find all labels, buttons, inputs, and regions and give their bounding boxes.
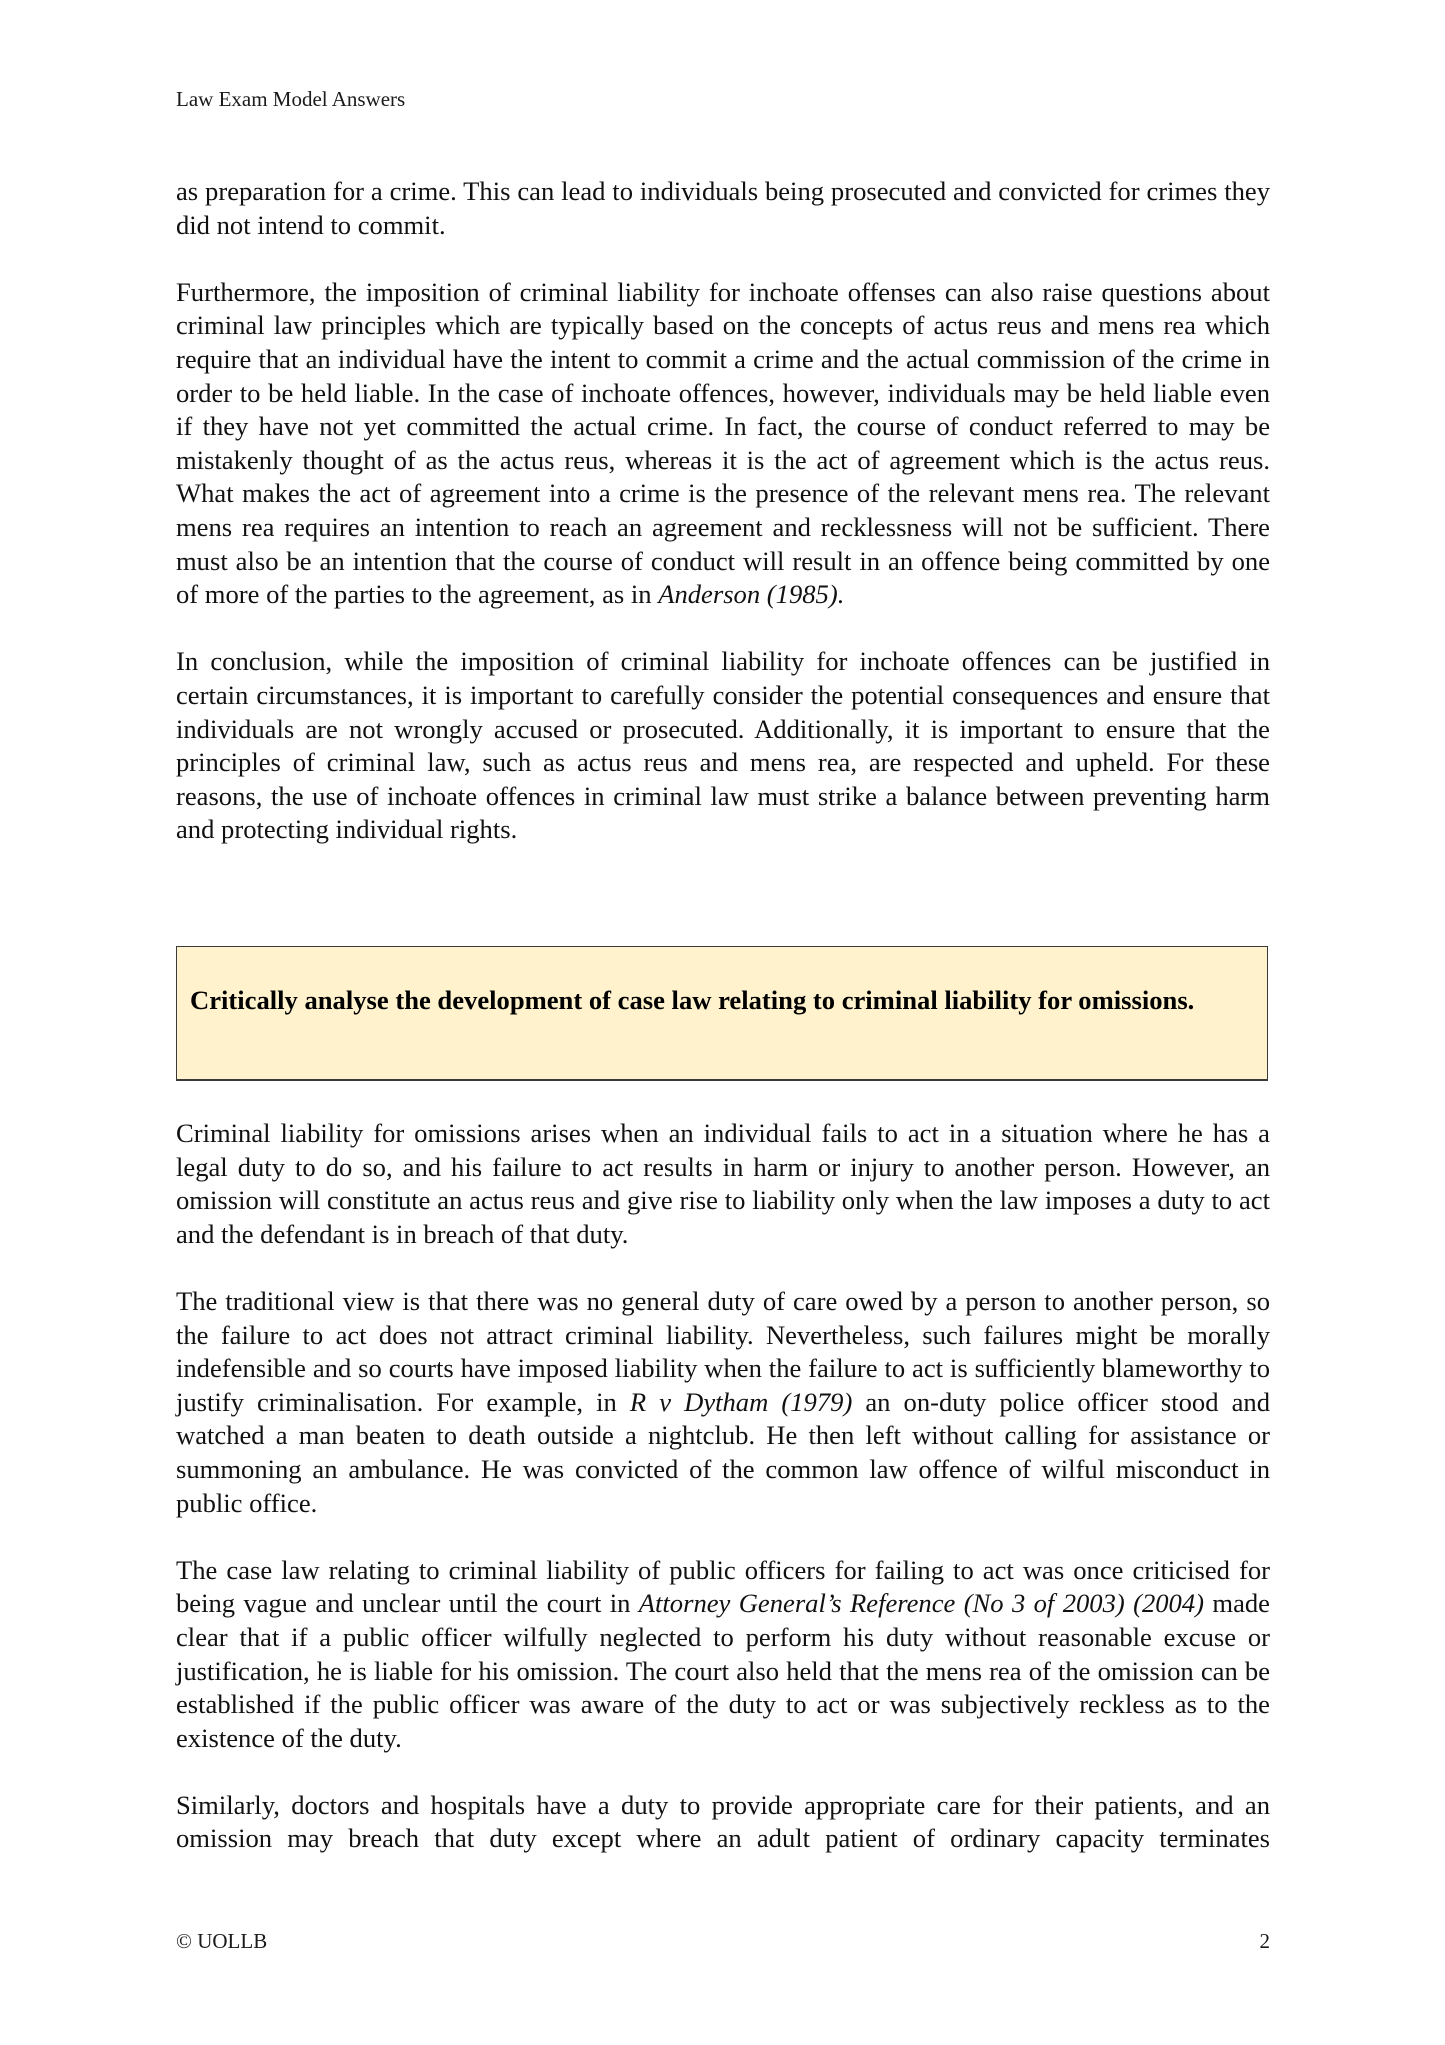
paragraph-traditional-view [176,1285,1270,1520]
body-section-2 [176,1117,1270,1890]
paragraph-text: Furthermore, the imposition of criminal liability for inchoate offenses can also raise questions about criminal law principles which are typically based on the concepts of actus reus and mens rea which require that an individual have the intent to commit a crime and the actual commission of the crime in order to be held liable. In the case of inchoate offences, however, individuals may be held liable even if they have not yet committed the actual crime. In fact, the course of conduct referred to may be mistakenly thought of as the actus reus, whereas it is the act of agreement which is the actus reus. What makes the act of agreement into a crime is the presence of the relevant mens rea. The relevant mens rea requires an intention to reach an agreement and recklessness will not be sufficient. There must also be an intention that the course of conduct will result in an offence being committed by one of more of the parties to the agreement, as in [176,276,1270,610]
paragraph-text: The case law relating to criminal liability of public officers for failing to act was once criticised for being vague and unclear until the court in [176,1554,1270,1619]
copyright-notice: © UOLLB [176,1929,268,1953]
paragraph-conclusion: In conclusion, while the imposition of criminal liability for inchoate offences can be justified in certain circumstances, it is important to carefully consider the potential consequences and ensure that individuals are not wrongly accused or prosecuted. Additionally, it is important to ensure that the principles of criminal law, such as actus reus and mens rea, are respected and upheld. For these reasons, the use of inchoate offences in criminal law must strike a balance between preventing harm and protecting individual rights. [176,646,1270,845]
exam-question-box [176,946,1268,1081]
case-citation-ag-reference: Attorney General’s Reference (No 3 of 2003) (2004) [638,1588,1205,1619]
exam-question: Critically analyse the development of case law relating to criminal liability for omissions. [190,985,1195,1015]
paragraph-omissions-intro: Criminal liability for omissions arises when an individual fails to act in a situation where he has a legal duty to do so, and his failure to act results in harm or injury to another person. However, an omission will constitute an actus reus and give rise to liability only when the law imposes a duty to act and the defendant is in breach of that duty. [176,1118,1270,1249]
case-citation-anderson: Anderson (1985). [658,579,845,610]
case-citation-dytham: R v Dytham (1979) [629,1386,853,1417]
paragraph-inchoate-principles [176,276,1270,612]
page-number: 2 [1259,1929,1270,1953]
paragraph-preparation: as preparation for a crime. This can lead to individuals being prosecuted and convicted for crimes they did not intend to commit. [176,176,1270,240]
paragraph-text: an on-duty police officer stood and watched a man beaten to death outside a nightclub. He then left without calling for assistance or summoning an ambulance. He was convicted of the common law offence of wilful misconduct in public office. [176,1386,1270,1518]
page-footer [176,1928,1270,1954]
body-section-1 [176,175,1270,880]
running-header: Law Exam Model Answers [176,87,406,111]
paragraph-doctors-hospitals: Similarly, doctors and hospitals have a duty to provide appropriate care for their patients, and an omission may breach that duty except where an adult patient of ordinary capacity terminates [176,1789,1270,1854]
paragraph-text: The traditional view is that there was no general duty of care owed by a person to another person, so the failure to act does not attract criminal liability. Nevertheless, such failures might be morally indefensible and so courts have imposed liability when the failure to act is sufficiently blameworthy to justify criminalisation. For example, in [176,1285,1270,1417]
paragraph-public-officers [176,1554,1270,1756]
paragraph-text: made clear that if a public officer wilfully neglected to perform his duty without reasonable excuse or justification, he is liable for his omission. The court also held that the mens rea of the omission can be established if the public officer was aware of the duty to act or was subjectively reckless as to the existence of the duty. [176,1588,1270,1753]
